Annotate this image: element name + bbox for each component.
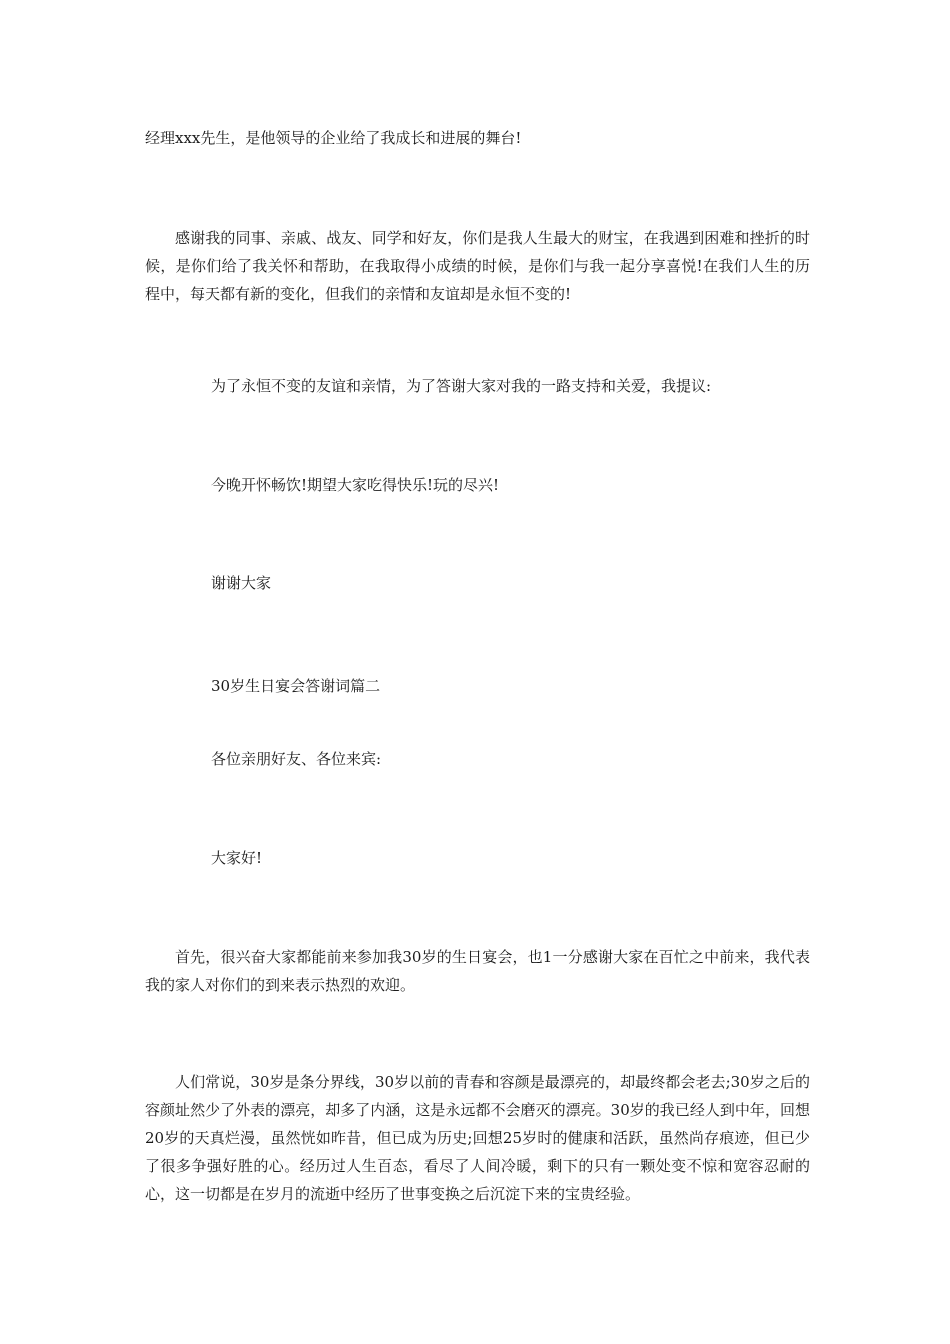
paragraph-4: 今晚开怀畅饮!期望大家吃得快乐!玩的尽兴! bbox=[211, 476, 500, 494]
paragraph-2: 感谢我的同事、亲戚、战友、同学和好友，你们是我人生最大的财宝，在我遇到困难和挫折的时候，是你们给了我关怀和帮助，在我取得小成绩的时候，是你们与我一起分享喜悦!在我们人生的历程中，每天都有新的变化，但我们的亲情和友谊却是永恒不变的! bbox=[145, 229, 810, 303]
paragraph-5: 谢谢大家 bbox=[211, 574, 272, 592]
paragraph-welcome: 首先，很兴奋大家都能前来参加我30岁的生日宴会，也1一分感谢大家在百忙之中前来，我代表我的家人对你们的到来表示热烈的欢迎。 bbox=[145, 948, 810, 994]
paragraph-3: 为了永恒不变的友谊和亲情，为了答谢大家对我的一路支持和关爱，我提议: bbox=[211, 377, 712, 395]
paragraph-reflection: 人们常说，30岁是条分界线，30岁以前的青春和容颜是最漂亮的，却最终都会老去;30岁之后的容颜址然少了外表的漂亮，却多了内涵，这是永远都不会磨灭的漂亮。30岁的我已经人到中年，回想20岁的天真烂漫，虽然恍如昨昔，但已成为历史;回想25岁时的健康和活跃，虽然尚存痕迹，但已少了很多争强好胜的心。经历过人生百态，看尽了人间冷暖，剩下的只有一颗处变不惊和宽容忍耐的心，这一切都是在岁月的流逝中经历了世事变换之后沉淀下来的宝贵经验。 bbox=[145, 1073, 810, 1203]
paragraph-1: 经理xxx先生，是他领导的企业给了我成长和进展的舞台! bbox=[145, 129, 522, 147]
section-title: 30岁生日宴会答谢词篇二 bbox=[211, 677, 381, 695]
salutation: 各位亲朋好友、各位来宾: bbox=[211, 750, 382, 768]
greeting: 大家好! bbox=[211, 849, 263, 867]
